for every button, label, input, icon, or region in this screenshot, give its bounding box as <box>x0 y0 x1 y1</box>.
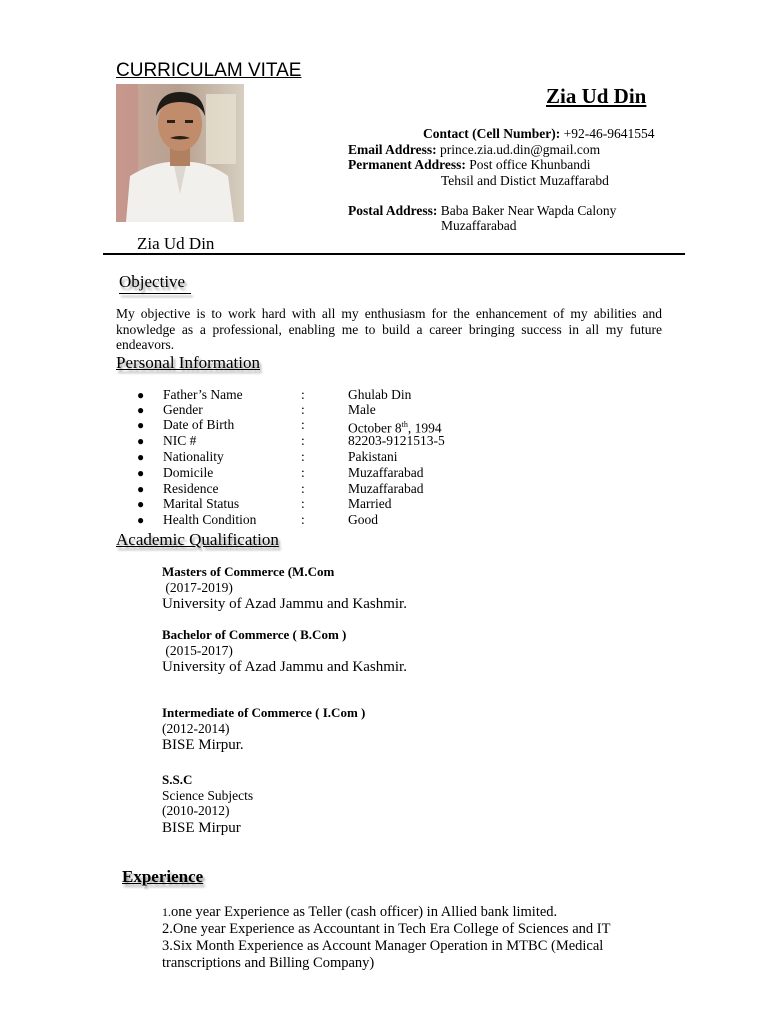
personal-colon: : <box>301 387 305 402</box>
degree-name: Masters of Commerce (M.Com <box>162 564 335 579</box>
academic-title: Academic Qualification <box>116 530 279 549</box>
degree-years: (2010-2012) <box>162 803 230 818</box>
contact-value: +92-46-9641554 <box>563 126 655 141</box>
degree-name: Bachelor of Commerce ( B.Com ) <box>162 627 347 642</box>
personal-value: Pakistani <box>348 449 398 464</box>
bullet-icon: ● <box>137 513 145 527</box>
bullet-icon: ● <box>137 450 145 464</box>
bullet-icon: ● <box>137 388 145 402</box>
degree-years: (2017-2019) <box>162 579 233 595</box>
degree-institution: University of Azad Jammu and Kashmir. <box>162 659 407 675</box>
personal-colon: : <box>301 481 305 496</box>
experience-title: Experience <box>122 867 204 886</box>
permanent-address-line <box>348 157 591 173</box>
degree-name: Intermediate of Commerce ( I.Com ) <box>162 705 366 720</box>
academic-item-bcom <box>162 627 407 676</box>
document-heading: CURRICULAM VITAE <box>116 60 302 81</box>
personal-label: Health Condition <box>163 512 257 527</box>
photo-caption: Zia Ud Din <box>137 234 215 253</box>
objective-underline <box>119 293 191 294</box>
experience-number: 3. <box>162 938 173 954</box>
personal-colon: : <box>301 512 305 527</box>
experience-number: 2. <box>162 921 173 937</box>
personal-colon: : <box>301 417 305 432</box>
postal-address-line <box>348 203 616 219</box>
dob-year: , 1994 <box>407 420 442 436</box>
personal-info-title: Personal Information <box>116 353 260 372</box>
personal-label: Residence <box>163 481 219 496</box>
personal-label: Domicile <box>163 465 214 480</box>
personal-label: Marital Status <box>163 496 240 511</box>
bullet-icon: ● <box>137 482 145 496</box>
personal-value: Married <box>348 496 392 511</box>
email-value: prince.zia.ud.din@gmail.com <box>440 142 601 157</box>
personal-value: Muzaffarabad <box>348 465 424 480</box>
postal-address-line1: Baba Baker Near Wapda Calony <box>440 203 617 218</box>
experience-text: Six Month Experience as Account Manager Operation in MTBC (Medical transcriptions and Billing Company) <box>162 938 604 971</box>
postal-address-label: Postal Address: <box>348 203 438 218</box>
experience-number: 1. <box>162 905 171 919</box>
dob-day: October 8 <box>348 420 402 436</box>
objective-text: My objective is to work hard with all my enthusiasm for the enhancement of my abilities and knowledge as a professional, enabling me to build a career bringing success in all my future endeavors. <box>116 306 662 353</box>
degree-years: (2015-2017) <box>162 642 233 658</box>
experience-text: One year Experience as Accountant in Tech Era College of Sciences and IT <box>172 921 611 937</box>
personal-value: 82203-9121513-5 <box>348 433 445 448</box>
experience-item <box>162 938 662 972</box>
personal-colon: : <box>301 496 305 511</box>
contact-line <box>423 126 654 142</box>
bullet-icon: ● <box>137 466 145 480</box>
personal-label: Gender <box>163 402 203 417</box>
academic-item-ssc <box>162 772 253 837</box>
degree-institution: BISE Mirpur. <box>162 737 244 753</box>
personal-label: NIC # <box>163 433 197 448</box>
bullet-icon: ● <box>137 403 145 417</box>
academic-item-icom <box>162 705 365 754</box>
personal-colon: : <box>301 465 305 480</box>
experience-item <box>162 921 662 938</box>
personal-colon: : <box>301 433 305 448</box>
personal-value: Good <box>348 512 378 527</box>
bullet-icon: ● <box>137 418 145 432</box>
bullet-icon: ● <box>137 434 145 448</box>
bullet-icon: ● <box>137 497 145 511</box>
personal-label: Nationality <box>163 449 224 464</box>
postal-address-line2: Muzaffarabad <box>441 218 517 233</box>
degree-years: (2012-2014) <box>162 720 230 736</box>
personal-label: Father’s Name <box>163 387 243 402</box>
candidate-name: Zia Ud Din <box>546 84 647 108</box>
degree-subject: Science Subjects <box>162 787 254 803</box>
personal-colon: : <box>301 449 305 464</box>
personal-value: Ghulab Din <box>348 387 412 402</box>
experience-item <box>162 904 662 921</box>
personal-value: Muzaffarabad <box>348 481 424 496</box>
profile-photo <box>116 84 244 222</box>
email-line <box>348 142 600 158</box>
contact-label: Contact (Cell Number): <box>423 126 561 141</box>
objective-title: Objective <box>119 272 186 291</box>
degree-name: S.S.C <box>162 772 193 787</box>
personal-value: Male <box>348 402 376 417</box>
dob-suffix: th <box>401 420 408 429</box>
email-label: Email Address: <box>348 142 437 157</box>
personal-label: Date of Birth <box>163 417 235 432</box>
permanent-address-line2: Tehsil and Distict Muzaffarabd <box>441 173 609 188</box>
personal-colon: : <box>301 402 305 417</box>
permanent-address-label: Permanent Address: <box>348 157 466 172</box>
experience-list <box>162 904 662 972</box>
permanent-address-line1: Post office Khunbandi <box>469 157 591 172</box>
degree-institution: BISE Mirpur <box>162 819 241 836</box>
degree-institution: University of Azad Jammu and Kashmir. <box>162 596 407 612</box>
header-divider <box>103 253 685 255</box>
experience-text: one year Experience as Teller (cash officer) in Allied bank limited. <box>171 904 558 920</box>
academic-item-mcom <box>162 564 407 613</box>
